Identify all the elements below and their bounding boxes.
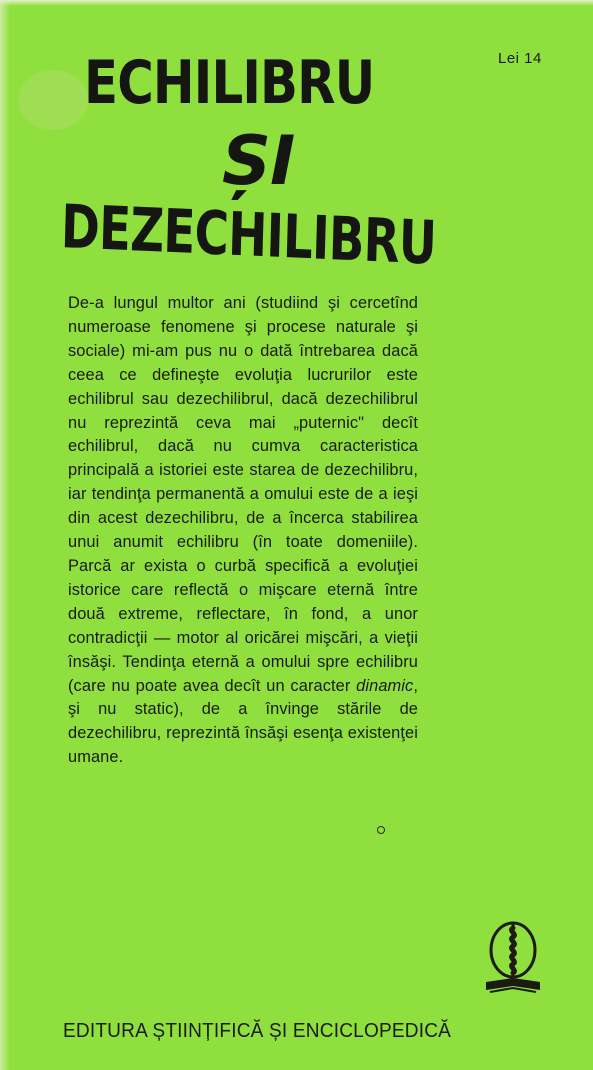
title-line-2: ȘI bbox=[222, 122, 295, 201]
title-line-1: ECHILIBRU bbox=[84, 48, 375, 118]
price-label: Lei 14 bbox=[498, 50, 542, 67]
blurb-italic-word: dinamic bbox=[356, 676, 414, 695]
publisher-name: EDITURA ȘTIINȚIFICĂ ȘI ENCICLOPEDICĂ bbox=[63, 1019, 452, 1042]
worn-edge-left bbox=[0, 0, 10, 1070]
blurb-paragraph bbox=[68, 292, 418, 770]
publisher-logo-icon bbox=[478, 916, 548, 996]
title-line-3: DEZECHILIBRU bbox=[60, 192, 438, 279]
ornament-dot bbox=[377, 826, 385, 834]
blurb-text-end: , şi nu static), de a învinge stările de dezechilibru, reprezintă însăşi esenţa existenţei umane. bbox=[68, 676, 418, 767]
blurb-text-start: De-a lungul multor ani (studiind şi cercetînd numeroase fenomene şi procese naturale şi sociale) mi-am pus nu o dată întrebarea dacă ceea ce defineşte evoluţia lucrurilor este echilibrul sau dezechilibrul, dacă dezechilibrul nu reprezintă ceva mai „puternic" decît echilibrul, dacă nu cumva caracteristica principală a istoriei este starea de dezechilibru, iar tendinţa permanentă a omului este de a ieşi din acest dezechilibru, de a încerca stabilirea unui anumit echilibru (în toate domeniile). Parcă ar exista o curbă specifică a evoluţiei istorice care reflectă o mişcare eternă între două extreme, reflectare, în fond, a unor contradicţii — motor al oricărei mişcări, a vieţii însăşi. Tendinţa eternă a omului spre echilibru (care nu poate avea decît un caracter bbox=[68, 294, 418, 695]
paper-stain bbox=[18, 70, 88, 130]
worn-edge-top bbox=[0, 0, 593, 6]
